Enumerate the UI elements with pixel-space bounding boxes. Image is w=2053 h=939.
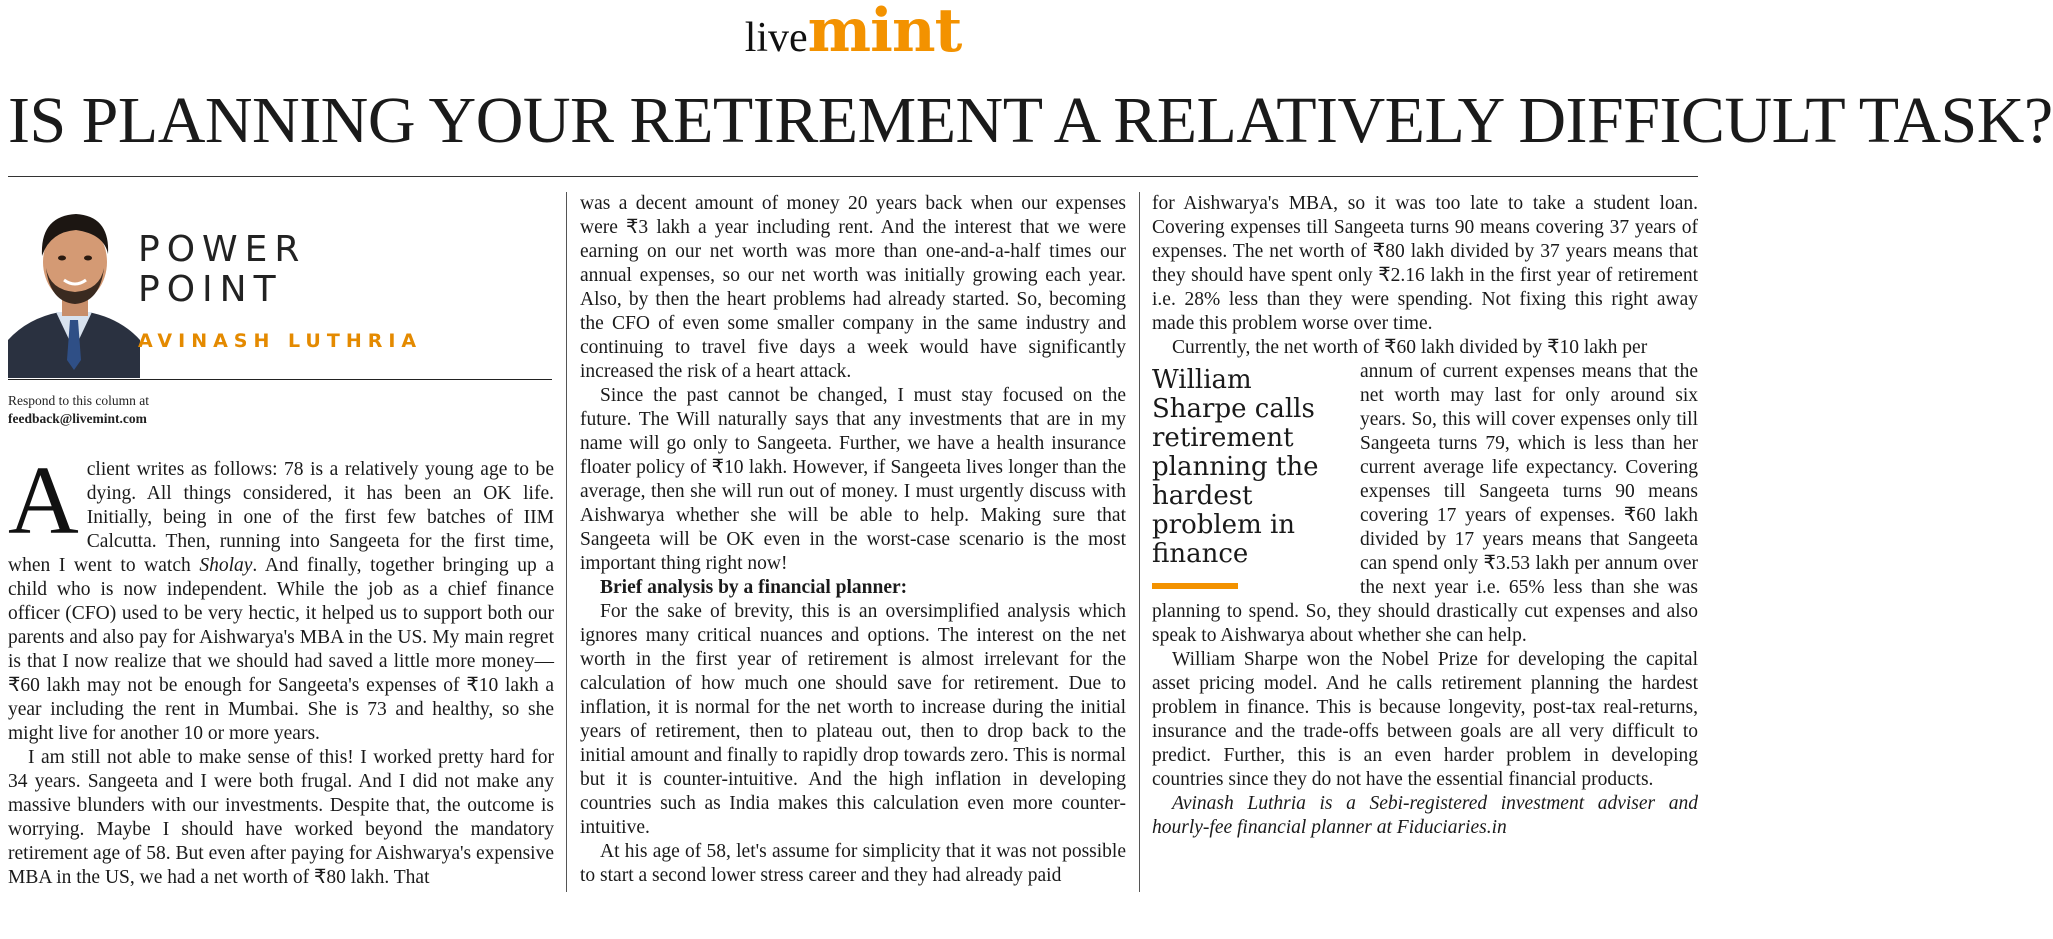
paragraph-1 xyxy=(8,447,554,746)
paragraph-6: At his age of 58, let's assume for simplicity that it was not possible to start a second lower stress career and they had already paid xyxy=(580,841,1126,886)
drop-cap: A xyxy=(8,447,79,555)
pull-quote xyxy=(1152,366,1342,576)
column-divider-2 xyxy=(1139,192,1140,892)
paragraph-8-lead: Currently, the net worth of ₹60 lakh divided by ₹10 lakh per xyxy=(1172,337,1648,358)
paragraph-1-rest: . And finally, together bringing up a child who is now independent. While the job as a chief finance officer (CFO) used to be very hectic, it helped us to support both our parents and also pay for Aishwarya's MBA in the US. My main regret is that I now realize that we should had saved a little more money—₹60 lakh may not be enough for Sangeeta's expenses of ₹10 lakh a year including the rent in Mumbai. She is 73 and healthy, so she might live for another 10 or more years. xyxy=(8,555,554,744)
column-header xyxy=(8,190,552,380)
pull-quote-text: William Sharpe calls retirement planning the hardest problem in finance xyxy=(1152,365,1319,569)
respond-label: Respond to this column at xyxy=(8,393,149,408)
livemint-logo xyxy=(0,0,1706,66)
paragraph-4: Since the past cannot be changed, I must stay focused on the future. The Will naturally says that any investments that are in my name will go only to Sangeeta. Further, we have a health insurance floater policy of ₹10 lakh. However, if Sangeeta lives longer than the average, then she will run out of money. I must urgently discuss with Aishwarya whether she will be able to help. Making sure that Sangeeta will be OK even in the worst-case scenario is the most important thing right now! xyxy=(580,385,1126,574)
paragraph-7: for Aishwarya's MBA, so it was too late to take a student loan. Covering expenses till Sangeeta turns 90 means covering 37 years of expenses. The net worth of ₹80 lakh divided by 37 years means that they should have spent only ₹2.16 lakh in the first year of retirement i.e. 28% less than they were spending. Not fixing this right away made this problem worse over time. xyxy=(1152,193,1698,334)
subhead: Brief analysis by a financial planner: xyxy=(600,577,908,598)
column-divider-1 xyxy=(566,192,567,892)
paragraph-1-text: client writes as follows: 78 is a relatively young age to be dying. All things considered, it has been an OK life. Initially, being in one of the first few batches of IIM Calcutta. Then, running into Sangeeta for the first time, when I went to watch xyxy=(8,459,554,576)
paragraph-8: annum of current expenses means that the net worth may last for only around six years. So, this will cover expenses only till Sangeeta turns 79, which is less than her current average life expectancy. Covering expenses till Sangeeta turns 90 means covering 17 years of expenses. ₹60 lakh divided by 17 years means that Sangeeta can spend only ₹3.53 lakh per annum over the next year i.e. 65% less than she was planning to spend. So, they should drastically cut expenses and also speak to Aishwarya about whether she can help. xyxy=(1152,361,1698,646)
movie-title: Sholay xyxy=(199,555,253,576)
column-name-line-2: POINT xyxy=(138,269,283,310)
paragraph-3: was a decent amount of money 20 years back when our expenses were ₹3 lakh a year including rent. And the interest that we were earning on our net worth was more than one-and-a-half times our annual expenses, so our net worth was initially growing each year. Also, by then the heart problems had already started. So, becoming the CFO of even some smaller company in the same industry and continuing to travel five days a week would have significantly increased the risk of a heart attack. xyxy=(580,193,1126,382)
column-name-line-1: POWER xyxy=(138,229,307,270)
article-column-1 xyxy=(8,447,554,890)
paragraph-9: William Sharpe won the Nobel Prize for developing the capital asset pricing model. And he calls retirement planning the hardest problem in finance. This is because longevity, post-tax real-returns, insurance and the trade-offs between goals are all very difficult to predict. Further, this is an even harder problem in developing countries since they do not have the essential financial products. xyxy=(1152,649,1698,790)
respond-note xyxy=(8,392,552,428)
author-signoff: Avinash Luthria is a Sebi-registered investment adviser and hourly-fee financial planner at Fiduciaries.in xyxy=(1152,793,1698,838)
respond-email: feedback@livemint.com xyxy=(8,411,147,426)
article-column-2 xyxy=(580,192,1126,888)
pull-quote-bar xyxy=(1152,583,1238,589)
logo-mint: mint xyxy=(807,0,962,66)
paragraph-2: I am still not able to make sense of this! I worked pretty hard for 34 years. Sangeeta and I were both frugal. And I did not make any massive blunders with our investments. Despite that, the outcome is worrying. Maybe I should have worked beyond the mandatory retirement age of 58. But even after paying for Aishwarya's expensive MBA in the US, we had a net worth of ₹80 lakh. That xyxy=(8,747,554,888)
author-photo xyxy=(8,190,140,378)
paragraph-5: For the sake of brevity, this is an oversimplified analysis which ignores many critical nuances and options. The interest on the net worth in the first year of retirement is almost irrelevant for the calculation of how much one should save for retirement. Due to inflation, it is normal for the net worth to increase during the initial years of retirement, then to plateau out, then to drop back to the initial amount and finally to rapidly drop towards zero. This is normal but it is counter-intuitive. And the high inflation in developing countries such as India makes this calculation even more counter-intuitive. xyxy=(580,601,1126,838)
headline-rule xyxy=(8,176,1698,177)
headline: IS PLANNING YOUR RETIREMENT A RELATIVELY DIFFICULT TASK? xyxy=(8,84,2053,157)
logo-live: live xyxy=(744,15,808,61)
author-name: AVINASH LUTHRIA xyxy=(138,330,423,352)
column-name xyxy=(138,230,306,310)
article-column-3 xyxy=(1152,192,1698,840)
